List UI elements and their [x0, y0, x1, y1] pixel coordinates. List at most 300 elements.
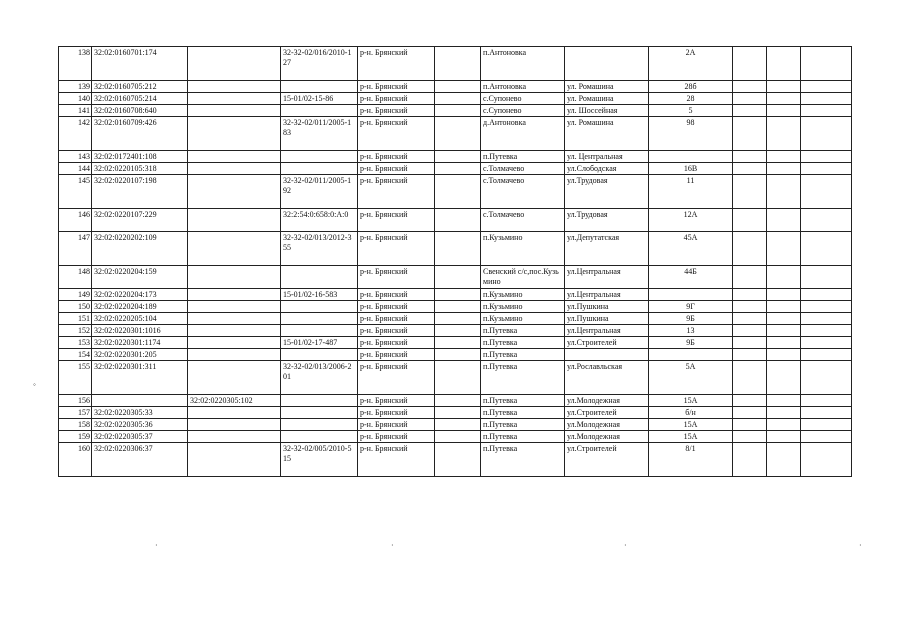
cell-house: 44Б	[649, 266, 733, 289]
cell-house: 15А	[649, 431, 733, 443]
cell-locality: п.Путевка	[481, 349, 565, 361]
cell-cadastral-number-alt	[188, 163, 281, 175]
cell-street: ул. Ромашина	[565, 81, 649, 93]
table-row	[59, 431, 852, 443]
table-row	[59, 349, 852, 361]
table-row	[59, 151, 852, 163]
cell-row-number: 149	[59, 289, 92, 301]
cell-cadastral-number: 32:02:0220204:173	[92, 289, 188, 301]
cell-cadastral-number-alt	[188, 151, 281, 163]
cell-house: 12А	[649, 209, 733, 232]
cell-street: ул. Ромашина	[565, 93, 649, 105]
cell-empty	[733, 209, 767, 232]
cell-empty	[435, 232, 481, 266]
cell-row-number: 140	[59, 93, 92, 105]
cell-house	[649, 289, 733, 301]
cell-empty	[435, 163, 481, 175]
cell-registration-number	[281, 301, 358, 313]
cell-row-number: 144	[59, 163, 92, 175]
cell-empty	[733, 93, 767, 105]
cell-empty	[801, 407, 852, 419]
cell-empty	[435, 337, 481, 349]
cell-locality: с.Толмачево	[481, 209, 565, 232]
cell-cadastral-number: 32:02:0220301:311	[92, 361, 188, 395]
table-row	[59, 313, 852, 325]
cell-empty	[801, 163, 852, 175]
cell-locality: п.Путевка	[481, 325, 565, 337]
cell-empty	[801, 313, 852, 325]
cell-house: б/н	[649, 407, 733, 419]
cell-row-number: 154	[59, 349, 92, 361]
cell-empty	[767, 105, 801, 117]
cell-locality: п.Путевка	[481, 151, 565, 163]
cell-empty	[733, 419, 767, 431]
cell-empty	[733, 443, 767, 477]
cell-empty	[767, 395, 801, 407]
cell-empty	[733, 361, 767, 395]
cell-district: р-н. Брянский	[358, 325, 435, 337]
cell-house: 9Б	[649, 313, 733, 325]
cell-district: р-н. Брянский	[358, 105, 435, 117]
cell-house: 28	[649, 93, 733, 105]
cell-cadastral-number-alt	[188, 337, 281, 349]
cell-cadastral-number: 32:02:0160709:426	[92, 117, 188, 151]
cell-registration-number: 15-01/02-17-487	[281, 337, 358, 349]
table-row	[59, 301, 852, 313]
document-page	[58, 46, 852, 477]
cell-empty	[767, 289, 801, 301]
cell-cadastral-number-alt	[188, 81, 281, 93]
cell-registration-number: 32-32-02/005/2010-515	[281, 443, 358, 477]
cell-empty	[733, 163, 767, 175]
cell-empty	[767, 232, 801, 266]
cell-empty	[767, 266, 801, 289]
table-row	[59, 81, 852, 93]
cell-row-number: 159	[59, 431, 92, 443]
cell-empty	[801, 325, 852, 337]
table-row	[59, 266, 852, 289]
cell-empty	[767, 175, 801, 209]
cell-empty	[767, 47, 801, 81]
cell-street: ул. Шоссейная	[565, 105, 649, 117]
cell-empty	[733, 81, 767, 93]
cell-street: ул.Слободская	[565, 163, 649, 175]
cell-street: ул.Депутатская	[565, 232, 649, 266]
cell-locality: п.Кузьмино	[481, 289, 565, 301]
cell-empty	[801, 431, 852, 443]
cell-registration-number: 32-32-02/013/2006-201	[281, 361, 358, 395]
cell-registration-number	[281, 395, 358, 407]
cell-district: р-н. Брянский	[358, 443, 435, 477]
cell-empty	[733, 407, 767, 419]
cell-street: ул.Пушкина	[565, 313, 649, 325]
table-row	[59, 209, 852, 232]
cell-cadastral-number: 32:02:0220305:36	[92, 419, 188, 431]
cell-row-number: 141	[59, 105, 92, 117]
cell-district: р-н. Брянский	[358, 175, 435, 209]
table-body	[59, 47, 852, 477]
cell-empty	[435, 209, 481, 232]
cell-empty	[767, 209, 801, 232]
cell-cadastral-number: 32:02:0220305:33	[92, 407, 188, 419]
cell-district: р-н. Брянский	[358, 117, 435, 151]
cell-row-number: 138	[59, 47, 92, 81]
cell-row-number: 146	[59, 209, 92, 232]
cell-district: р-н. Брянский	[358, 407, 435, 419]
cell-empty	[733, 337, 767, 349]
cell-house: 28б	[649, 81, 733, 93]
cell-empty	[801, 232, 852, 266]
cell-locality: п.Кузьмино	[481, 301, 565, 313]
cell-empty	[733, 301, 767, 313]
cell-empty	[733, 117, 767, 151]
cell-empty	[801, 289, 852, 301]
cell-empty	[435, 349, 481, 361]
cell-cadastral-number-alt	[188, 266, 281, 289]
cell-district: р-н. Брянский	[358, 47, 435, 81]
cell-cadastral-number-alt	[188, 349, 281, 361]
cell-cadastral-number-alt	[188, 419, 281, 431]
table-row	[59, 325, 852, 337]
cell-empty	[801, 443, 852, 477]
cell-cadastral-number: 32:02:0220205:104	[92, 313, 188, 325]
cell-empty	[733, 175, 767, 209]
cell-empty	[767, 163, 801, 175]
cell-registration-number	[281, 151, 358, 163]
scan-speck: ·	[391, 541, 394, 550]
cell-registration-number: 32-32-02/016/2010-127	[281, 47, 358, 81]
cell-registration-number: 32:2:54:0:658:0:А:0	[281, 209, 358, 232]
cell-street: ул.Строителей	[565, 407, 649, 419]
cell-empty	[733, 105, 767, 117]
cell-locality: д.Антоновка	[481, 117, 565, 151]
cell-empty	[767, 117, 801, 151]
cell-empty	[435, 47, 481, 81]
cell-street: ул.Центральная	[565, 325, 649, 337]
cell-house: 5	[649, 105, 733, 117]
scan-speck: ·	[859, 541, 862, 550]
cell-empty	[801, 175, 852, 209]
cell-empty	[767, 361, 801, 395]
cell-house: 5А	[649, 361, 733, 395]
cell-cadastral-number-alt	[188, 105, 281, 117]
cell-locality: п.Путевка	[481, 431, 565, 443]
cell-locality: Свенский с/с,пос.Кузьмино	[481, 266, 565, 289]
cell-cadastral-number-alt	[188, 93, 281, 105]
cell-locality: п.Антоновка	[481, 47, 565, 81]
cell-cadastral-number: 32:02:0220107:229	[92, 209, 188, 232]
cell-row-number: 147	[59, 232, 92, 266]
table-row	[59, 419, 852, 431]
cell-locality: п.Путевка	[481, 361, 565, 395]
cell-cadastral-number-alt	[188, 407, 281, 419]
cell-empty	[801, 266, 852, 289]
cell-locality: п.Путевка	[481, 337, 565, 349]
cell-street: ул.Центральная	[565, 289, 649, 301]
cell-house: 11	[649, 175, 733, 209]
cell-registration-number	[281, 81, 358, 93]
cell-cadastral-number: 32:02:0220301:1016	[92, 325, 188, 337]
cell-locality: п.Антоновка	[481, 81, 565, 93]
cell-street: ул.Трудовая	[565, 209, 649, 232]
cell-street: ул.Молодежная	[565, 419, 649, 431]
cell-house: 15А	[649, 395, 733, 407]
cell-row-number: 145	[59, 175, 92, 209]
cell-locality: п.Кузьмино	[481, 232, 565, 266]
cell-cadastral-number: 32:02:0220204:159	[92, 266, 188, 289]
cell-empty	[801, 117, 852, 151]
cell-district: р-н. Брянский	[358, 337, 435, 349]
table-row	[59, 47, 852, 81]
cell-empty	[767, 349, 801, 361]
table-row	[59, 175, 852, 209]
cell-locality: с.Толмачево	[481, 163, 565, 175]
cell-house: 45А	[649, 232, 733, 266]
cell-street: ул.Пушкина	[565, 301, 649, 313]
cell-street	[565, 349, 649, 361]
table-row	[59, 232, 852, 266]
cell-district: р-н. Брянский	[358, 209, 435, 232]
cell-empty	[801, 93, 852, 105]
cell-house: 15А	[649, 419, 733, 431]
cell-district: р-н. Брянский	[358, 395, 435, 407]
cell-registration-number: 32-32-02/013/2012-355	[281, 232, 358, 266]
scan-speck: ◦	[33, 380, 36, 389]
table-row	[59, 289, 852, 301]
cell-district: р-н. Брянский	[358, 266, 435, 289]
cell-cadastral-number: 32:02:0220107:198	[92, 175, 188, 209]
cell-empty	[435, 443, 481, 477]
cell-cadastral-number: 32:02:0220105:318	[92, 163, 188, 175]
cell-row-number: 153	[59, 337, 92, 349]
cell-empty	[767, 431, 801, 443]
cell-row-number: 158	[59, 419, 92, 431]
cell-cadastral-number	[92, 395, 188, 407]
cell-district: р-н. Брянский	[358, 361, 435, 395]
scan-speck: ·	[624, 541, 627, 550]
cell-empty	[733, 313, 767, 325]
table-row	[59, 395, 852, 407]
cell-empty	[733, 47, 767, 81]
cell-locality: п.Путевка	[481, 443, 565, 477]
cell-empty	[767, 151, 801, 163]
cell-empty	[767, 313, 801, 325]
cell-district: р-н. Брянский	[358, 313, 435, 325]
table-row	[59, 105, 852, 117]
cell-empty	[733, 431, 767, 443]
cell-empty	[767, 337, 801, 349]
cell-cadastral-number-alt	[188, 325, 281, 337]
cell-cadastral-number-alt	[188, 175, 281, 209]
cell-empty	[801, 419, 852, 431]
cell-district: р-н. Брянский	[358, 289, 435, 301]
cell-house	[649, 151, 733, 163]
cell-empty	[733, 395, 767, 407]
cell-street: ул.Рославльская	[565, 361, 649, 395]
cell-empty	[435, 175, 481, 209]
cell-house: 13	[649, 325, 733, 337]
cell-row-number: 139	[59, 81, 92, 93]
cell-street: ул. Центральная	[565, 151, 649, 163]
cell-street: ул.Центральная	[565, 266, 649, 289]
cell-registration-number	[281, 407, 358, 419]
cell-district: р-н. Брянский	[358, 301, 435, 313]
cell-cadastral-number-alt	[188, 289, 281, 301]
cell-empty	[801, 105, 852, 117]
cell-cadastral-number-alt	[188, 47, 281, 81]
cell-registration-number	[281, 431, 358, 443]
cell-row-number: 160	[59, 443, 92, 477]
cell-cadastral-number: 32:02:0160701:174	[92, 47, 188, 81]
cell-empty	[435, 266, 481, 289]
cell-cadastral-number-alt	[188, 313, 281, 325]
cell-row-number: 157	[59, 407, 92, 419]
scan-speck: ·	[155, 541, 158, 550]
cell-empty	[733, 289, 767, 301]
cell-empty	[435, 117, 481, 151]
cell-empty	[435, 93, 481, 105]
cell-empty	[435, 105, 481, 117]
cell-empty	[435, 395, 481, 407]
cell-cadastral-number-alt	[188, 443, 281, 477]
cell-row-number: 155	[59, 361, 92, 395]
cell-cadastral-number-alt: 32:02:0220305:102	[188, 395, 281, 407]
cell-district: р-н. Брянский	[358, 232, 435, 266]
cell-cadastral-number-alt	[188, 117, 281, 151]
cell-empty	[767, 419, 801, 431]
cell-empty	[733, 266, 767, 289]
cell-district: р-н. Брянский	[358, 151, 435, 163]
cell-locality: п.Путевка	[481, 419, 565, 431]
cell-cadastral-number: 32:02:0220301:1174	[92, 337, 188, 349]
table-row	[59, 443, 852, 477]
cell-district: р-н. Брянский	[358, 419, 435, 431]
cell-street: ул.Трудовая	[565, 175, 649, 209]
cell-cadastral-number-alt	[188, 361, 281, 395]
cell-empty	[767, 81, 801, 93]
cell-cadastral-number: 32:02:0160705:212	[92, 81, 188, 93]
cell-empty	[767, 301, 801, 313]
cell-registration-number: 32-32-02/011/2005-192	[281, 175, 358, 209]
cell-empty	[801, 151, 852, 163]
cell-registration-number: 32-32-02/011/2005-183	[281, 117, 358, 151]
cell-registration-number	[281, 313, 358, 325]
cell-empty	[435, 361, 481, 395]
cell-district: р-н. Брянский	[358, 349, 435, 361]
cell-district: р-н. Брянский	[358, 93, 435, 105]
cell-empty	[801, 47, 852, 81]
cell-registration-number	[281, 349, 358, 361]
cell-street: ул. Ромашина	[565, 117, 649, 151]
cell-row-number: 142	[59, 117, 92, 151]
cell-street: ул.Строителей	[565, 337, 649, 349]
cell-district: р-н. Брянский	[358, 431, 435, 443]
cell-cadastral-number: 32:02:0220204:189	[92, 301, 188, 313]
cell-empty	[435, 325, 481, 337]
table-row	[59, 163, 852, 175]
cell-empty	[767, 93, 801, 105]
cell-locality: п.Путевка	[481, 395, 565, 407]
cell-house: 9Б	[649, 337, 733, 349]
cell-locality: с.Толмачево	[481, 175, 565, 209]
table-row	[59, 337, 852, 349]
cell-empty	[733, 349, 767, 361]
cell-house: 16В	[649, 163, 733, 175]
cell-house: 2А	[649, 47, 733, 81]
cell-empty	[801, 349, 852, 361]
cell-empty	[801, 395, 852, 407]
cell-row-number: 143	[59, 151, 92, 163]
cell-street: ул.Молодежная	[565, 395, 649, 407]
cell-house: 8/1	[649, 443, 733, 477]
cell-house: 98	[649, 117, 733, 151]
cell-locality: с.Супонево	[481, 105, 565, 117]
cell-empty	[733, 232, 767, 266]
cell-row-number: 148	[59, 266, 92, 289]
cell-registration-number	[281, 266, 358, 289]
cell-empty	[801, 337, 852, 349]
cell-empty	[801, 81, 852, 93]
cell-locality: п.Путевка	[481, 407, 565, 419]
cell-street: ул.Строителей	[565, 443, 649, 477]
cell-row-number: 151	[59, 313, 92, 325]
cell-empty	[801, 301, 852, 313]
cell-cadastral-number: 32:02:0172401:108	[92, 151, 188, 163]
cell-row-number: 150	[59, 301, 92, 313]
cell-locality: п.Кузьмино	[481, 313, 565, 325]
property-register-table	[58, 46, 852, 477]
cell-empty	[435, 151, 481, 163]
cell-house: 9Г	[649, 301, 733, 313]
cell-registration-number: 15-01/02-15-86	[281, 93, 358, 105]
table-row	[59, 117, 852, 151]
cell-empty	[435, 81, 481, 93]
cell-registration-number	[281, 105, 358, 117]
cell-empty	[435, 419, 481, 431]
cell-district: р-н. Брянский	[358, 163, 435, 175]
cell-cadastral-number: 32:02:0160708:640	[92, 105, 188, 117]
cell-cadastral-number: 32:02:0220301:205	[92, 349, 188, 361]
table-row	[59, 407, 852, 419]
cell-empty	[767, 325, 801, 337]
cell-district: р-н. Брянский	[358, 81, 435, 93]
cell-cadastral-number: 32:02:0160705:214	[92, 93, 188, 105]
cell-row-number: 152	[59, 325, 92, 337]
cell-cadastral-number-alt	[188, 301, 281, 313]
cell-empty	[733, 151, 767, 163]
cell-registration-number: 15-01/02-16-583	[281, 289, 358, 301]
table-row	[59, 93, 852, 105]
cell-street	[565, 47, 649, 81]
cell-empty	[435, 431, 481, 443]
cell-house	[649, 349, 733, 361]
cell-locality: с.Супонево	[481, 93, 565, 105]
table-row	[59, 361, 852, 395]
cell-registration-number	[281, 325, 358, 337]
cell-empty	[435, 407, 481, 419]
cell-empty	[435, 313, 481, 325]
cell-cadastral-number-alt	[188, 431, 281, 443]
cell-empty	[767, 443, 801, 477]
cell-cadastral-number-alt	[188, 232, 281, 266]
cell-registration-number	[281, 163, 358, 175]
cell-empty	[435, 289, 481, 301]
cell-cadastral-number: 32:02:0220306:37	[92, 443, 188, 477]
cell-empty	[801, 361, 852, 395]
cell-registration-number	[281, 419, 358, 431]
cell-row-number: 156	[59, 395, 92, 407]
cell-cadastral-number-alt	[188, 209, 281, 232]
